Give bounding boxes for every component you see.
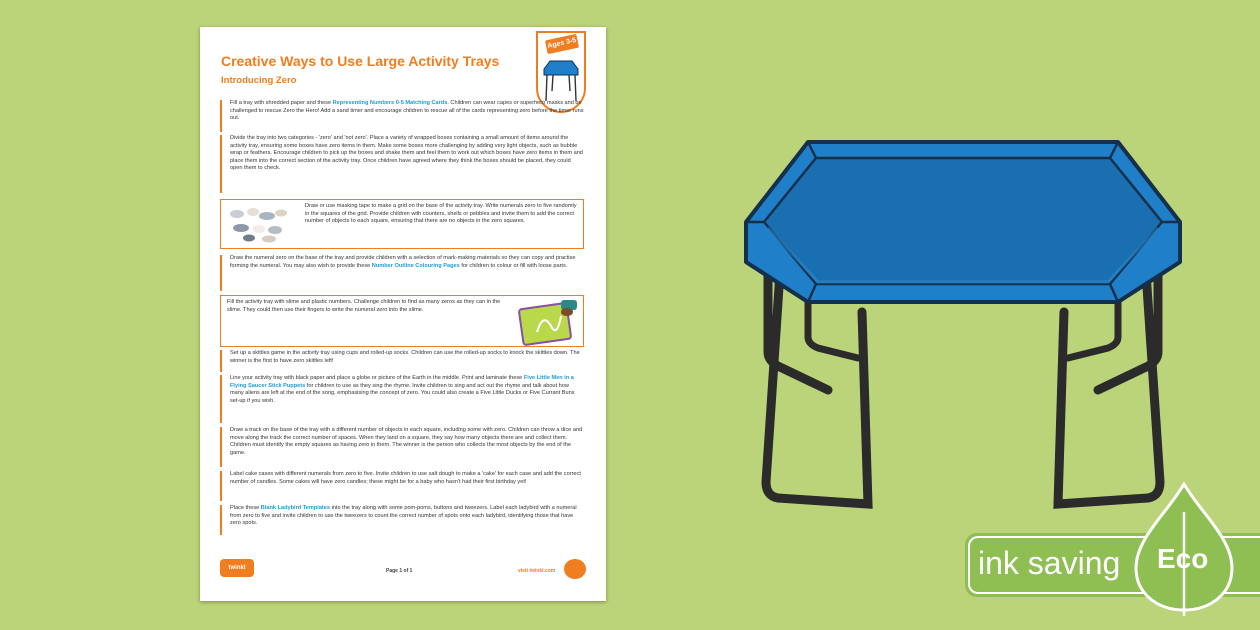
- eco-badge-label: Eco: [1157, 543, 1209, 574]
- section-text: Draw a track on the base of the tray with a different number of objects in each square, including some with zero. Children can throw a dice and move along the track the correct number of spaces. When they land on a square, they say how many objects there are and collect them. Children must identify the empty squares as having zero in them. The winner is the person who collects the most objects by the end of the game.: [230, 427, 583, 456]
- document-title: Creative Ways to Use Large Activity Trays: [221, 53, 500, 69]
- tray-body: [746, 142, 1180, 302]
- resource-link[interactable]: Representing Numbers 0-5 Matching Cards: [332, 100, 448, 106]
- resource-link[interactable]: Number Outline Colouring Pages: [371, 262, 460, 269]
- page-number: Page 1 of 1: [386, 568, 413, 574]
- resource-link[interactable]: Five Little Men in a Flying Saucer Stick Puppets: [230, 375, 574, 389]
- section-text: . Children can wear capes or superhero masks and be challenged to rescue Zero the Hero! Add a sand timer and encourage children to rescue all of the cards representing zero before the timer runs out.: [230, 100, 584, 121]
- activity-section-7: [220, 375, 584, 423]
- footer-url[interactable]: visit twinkl.com: [518, 568, 556, 574]
- resource-link[interactable]: Blank Ladybird Templates: [260, 505, 331, 511]
- slime-tray-illustration: [517, 298, 581, 346]
- section-text: Fill a tray with shredded paper and these: [230, 100, 333, 106]
- activity-section-4: [220, 255, 584, 291]
- resource-preview-page: [200, 27, 606, 601]
- twinkl-badge-icon: [564, 559, 586, 579]
- activity-section-8: [220, 427, 584, 467]
- document-subtitle: Introducing Zero: [221, 75, 297, 86]
- activity-section-5: [220, 295, 584, 347]
- ink-saving-label: ink saving: [978, 545, 1121, 581]
- section-text: Set up a skittles game in the activity tray using cups and rolled-up socks. Children can use the rolled-up socks to knock the skittles down. The winner is the first to have zero skittles left!: [230, 350, 580, 364]
- twinkl-logo: twinkl: [220, 559, 254, 577]
- activity-section-1: [220, 100, 584, 132]
- pebbles-illustration: [227, 204, 293, 244]
- activity-section-6: [220, 350, 584, 372]
- section-text: Line your activity tray with black paper and place a globe or picture of the Earth in the middle. Print and laminate these: [230, 375, 524, 381]
- ages-label: Ages 3-5: [545, 34, 579, 54]
- activity-section-10: [220, 505, 584, 535]
- section-text: for children to colour or fill with loose parts.: [459, 262, 568, 269]
- section-text: into the tray along with some pom-poms, buttons and tweezers. Label each ladybird with a numeral from zero to five and invite children to use the tweezers to count the correct number of spots onto each ladybird, identifying those that have zero spots.: [230, 505, 577, 526]
- section-text: Draw the numeral zero on the base of the tray and provide children with a selection of mark-making materials so they can copy and practise forming the numeral. You may also wish to provide these: [230, 255, 576, 269]
- section-text: Fill the activity tray with slime and plastic numbers. Challenge children to find as many zeros as they can in the slime. They could then use their fingers to write the numeral zero into the slime.: [227, 299, 501, 313]
- section-text: for children to use as they sing the rhyme. Invite children to sing and act out the rhyme and talk about how many aliens are left at the end of the song, emphasising the concept of zero. You could also create a Five Little Ducks or Five Currant Buns set-up if you wish.: [230, 382, 575, 404]
- section-text: Divide the tray into two categories - 'zero' and 'not zero'. Place a variety of wrapped boxes containing a small amount of items around the activity tray, ensuring some boxes have zero items in them. Make some boxes more challenging by adding very light objects, such as bubble wrap or feathers. Encourage children to pick up the boxes and shake them and feel them to work out which boxes have zero items in them and place them into the correct section of the activity tray. Once children have agreed where they think the boxes should be placed, they could open them to check.: [230, 135, 583, 171]
- activity-section-9: [220, 471, 584, 501]
- section-text: Draw or use masking tape to make a grid on the base of the activity tray. Write numerals zero to five randomly in the squares of the grid. Provide children with counters, shells or pebbles and invite them to add the correct number of objects to each square, ensuring that there are no objects in the zero squares.: [305, 203, 577, 224]
- activity-tray-illustration: [738, 112, 1188, 522]
- section-text: Label cake cases with different numerals from zero to five. Invite children to use salt dough to make a 'cake' for each case and add the correct number of candles. Some cakes will have zero candles; these might be for a baby who hasn't had their first birthday yet!: [230, 471, 581, 485]
- activity-section-2: [220, 135, 584, 193]
- section-text: Place these: [230, 505, 261, 511]
- activity-section-3: [220, 199, 584, 249]
